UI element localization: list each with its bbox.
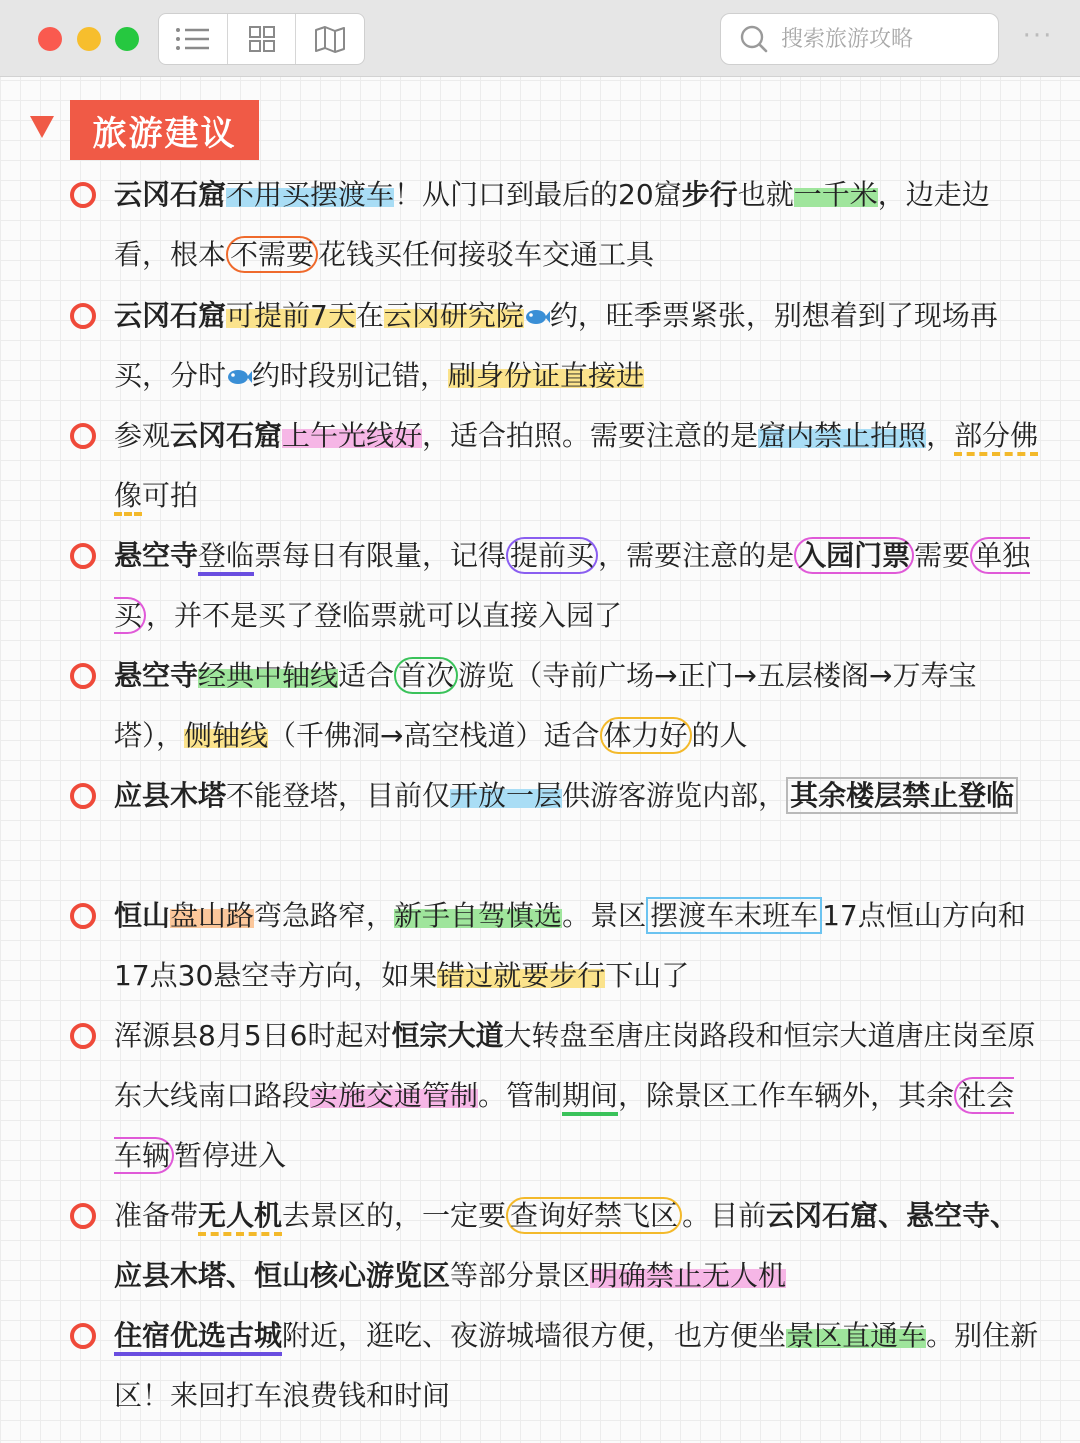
bullet-circle-icon [70, 303, 96, 329]
collapse-triangle-icon[interactable] [30, 116, 54, 138]
tip-text: 云冈石窟不用买摆渡车！从门口到最后的20窟步行也就一千米，边走边看，根本 不需要 花钱买任何接驳车交通工具 [114, 178, 990, 271]
bullet-circle-icon [70, 1323, 96, 1349]
view-switcher [158, 13, 365, 65]
tip-text: 恒山盘山路弯急路窄，新手自驾慎选。景区 摆渡车末班车 17点恒山方向和17点30悬空寺方向，如果错过就要步行下山了 [114, 899, 1026, 992]
bullet-circle-icon [70, 663, 96, 689]
minimize-window-button[interactable] [77, 27, 101, 51]
list-view-button[interactable] [159, 14, 228, 64]
tip-text: 住宿优选古城附近，逛吃、夜游城墙很方便，也方便坐景区直通车。别住新区！来回打车浪费钱和时间 [114, 1319, 1039, 1412]
search-input[interactable] [779, 26, 983, 53]
grid-view-button[interactable] [228, 14, 297, 64]
bullet-circle-icon [70, 783, 96, 809]
maximize-window-button[interactable] [115, 27, 139, 51]
tip-text: 参观云冈石窟上午光线好，适合拍照。需要注意的是窟内禁止拍照，部分佛像可拍 [114, 406, 1040, 526]
tip-text: 云冈石窟可提前7天在云冈研究院 约，旺季票紧张，别想着到了现场再买，分时 约时段别记错，刷身份证直接进 [114, 299, 998, 392]
map-view-button[interactable] [296, 14, 364, 64]
bullet-circle-icon [70, 423, 96, 449]
top-toolbar [0, 0, 1080, 77]
bullet-circle-icon [70, 543, 96, 569]
search-icon [739, 24, 769, 54]
fish-icon [226, 366, 252, 388]
more-options-button[interactable]: ··· [1022, 21, 1054, 51]
map-icon [314, 25, 346, 53]
tip-text: 悬空寺经典中轴线适合 首次 游览（寺前广场→正门→五层楼阁→万寿宝塔），侧轴线（千佛洞→高空栈道）适合 体力好 的人 [114, 659, 977, 752]
bullet-circle-icon [70, 182, 96, 208]
search-box[interactable] [720, 13, 999, 65]
tip-text: 悬空寺登临票每日有限量，记得 提前买 ，需要注意的是 入园门票 需要 单独买 ，并不是买了登临票就可以直接入园了 [114, 539, 1031, 632]
bullet-circle-icon [70, 903, 96, 929]
fish-icon [524, 306, 550, 328]
list-icon [175, 26, 211, 52]
bullet-circle-icon [70, 1203, 96, 1229]
section-title: 旅游建议 [70, 100, 259, 160]
tip-text: 应县木塔不能登塔，目前仅开放一层供游客游览内部， 其余楼层禁止登临 [114, 766, 1040, 826]
tip-text: 准备带无人机去景区的，一定要 查询好禁飞区 。目前云冈石窟、悬空寺、应县木塔、恒山核心游览区等部分景区明确禁止无人机 [114, 1199, 1019, 1292]
tip-text: 浑源县8月5日6时起对恒宗大道大转盘至唐庄岗路段和恒宗大道唐庄岗至原东大线南口路段实施交通管制。管制期间，除景区工作车辆外，其余 社会车辆 暂停进入 [114, 1019, 1036, 1172]
grid-icon [248, 25, 276, 53]
bullet-circle-icon [70, 1023, 96, 1049]
close-window-button[interactable] [38, 27, 62, 51]
